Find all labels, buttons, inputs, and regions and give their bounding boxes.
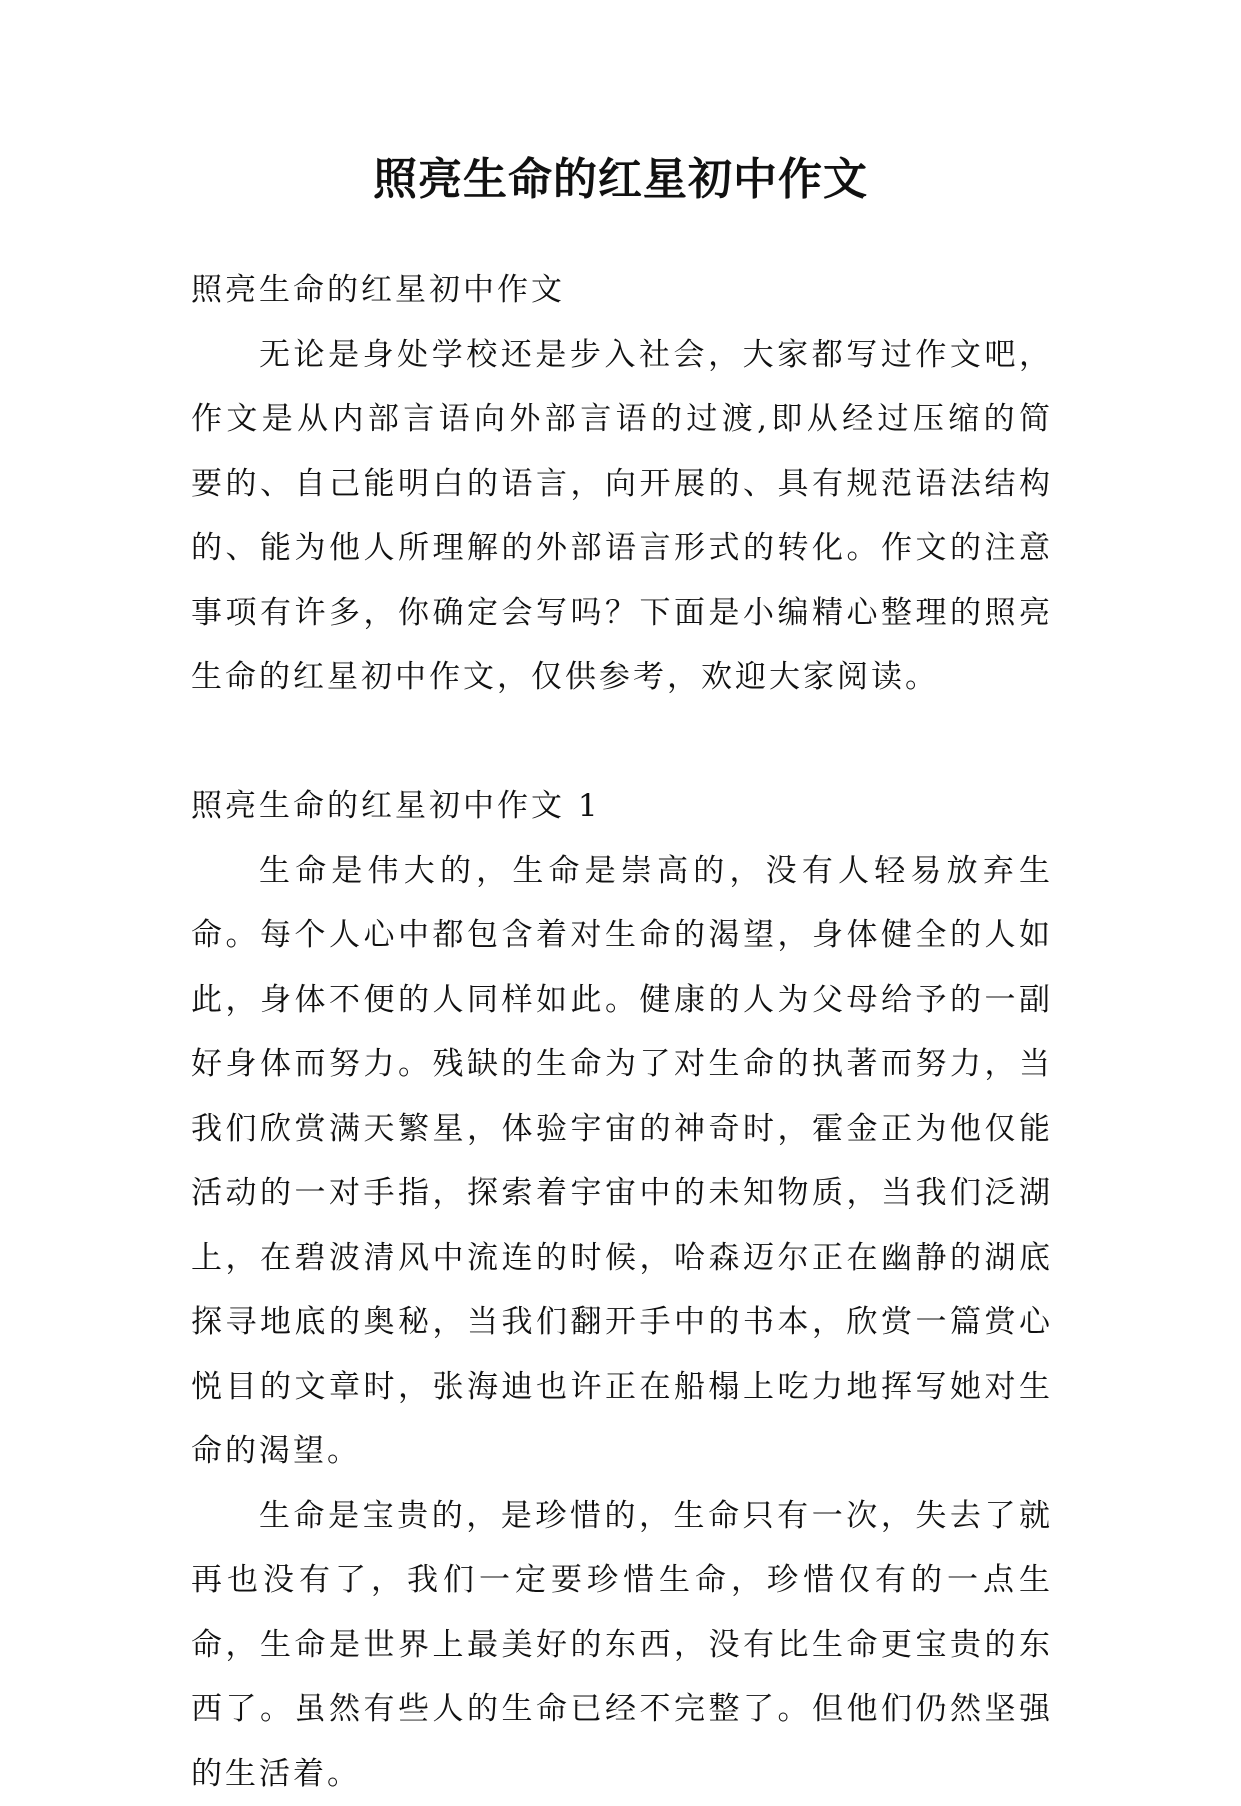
document-body	[191, 258, 1053, 1806]
section-paragraph: 生命是伟大的，生命是崇高的，没有人轻易放弃生命。每个人心中都包含着对生命的渴望，身体健全的人如此，身体不便的人同样如此。健康的人为父母给予的一副好身体而努力。残缺的生命为了对生命的执著而努力，当我们欣赏满天繁星，体验宇宙的神奇时，霍金正为他仅能活动的一对手指，探索着宇宙中的未知物质，当我们泛湖上，在碧波清风中流连的时候，哈森迈尔正在幽静的湖底探寻地底的奥秘，当我们翻开手中的书本，欣赏一篇赏心悦目的文章时，张海迪也许正在船榻上吃力地挥写她对生命的渴望。	[191, 839, 1053, 1484]
section-spacer	[191, 710, 1053, 775]
document-title: 照亮生命的红星初中作文	[0, 150, 1241, 210]
section-heading: 照亮生命的红星初中作文 1	[191, 774, 1053, 839]
document-subtitle: 照亮生命的红星初中作文	[191, 258, 1053, 323]
section-paragraph: 生命是宝贵的，是珍惜的，生命只有一次，失去了就再也没有了，我们一定要珍惜生命，珍惜仅有的一点生命，生命是世界上最美好的东西，没有比生命更宝贵的东西了。虽然有些人的生命已经不完整了。但他们仍然坚强的生活着。	[191, 1484, 1053, 1806]
intro-paragraph: 无论是身处学校还是步入社会，大家都写过作文吧，作文是从内部言语向外部言语的过渡,即从经过压缩的简要的、自己能明白的语言，向开展的、具有规范语法结构的、能为他人所理解的外部语言形式的转化。作文的注意事项有许多，你确定会写吗？下面是小编精心整理的照亮生命的红星初中作文，仅供参考，欢迎大家阅读。	[191, 323, 1053, 710]
